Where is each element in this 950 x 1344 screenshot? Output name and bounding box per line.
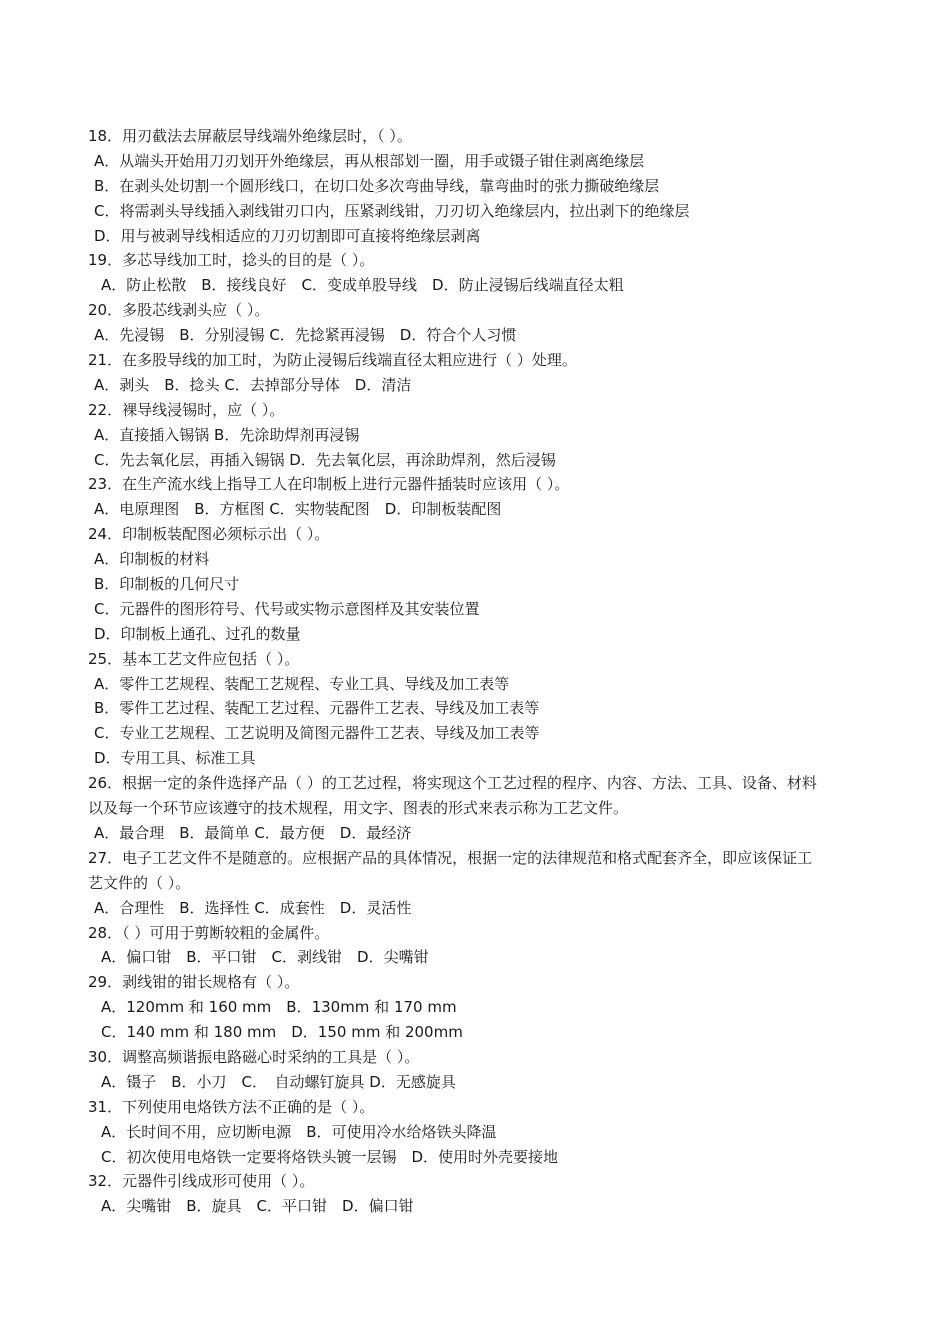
option-line: C．元器件的图形符号、代号或实物示意图样及其安装位置	[94, 599, 480, 618]
question-line: 24．印制板装配图必须标示出（ ）。	[88, 525, 330, 544]
question-line: 21．在多股导线的加工时，为防止浸锡后线端直径太粗应进行（ ）处理。	[88, 351, 577, 370]
question-line: 22．裸导线浸锡时，应（ ）。	[88, 400, 285, 419]
option-line: D．专用工具、标准工具	[94, 749, 256, 768]
option-line: A．防止松散 B．接线良好 C．变成单股导线 D．防止浸锡后线端直径太粗	[101, 276, 624, 295]
option-line: A．零件工艺规程、装配工艺规程、专业工具、导线及加工表等	[94, 674, 510, 693]
option-line: D．印制板上通孔、过孔的数量	[94, 624, 301, 643]
question-line: 27．电子工艺文件不是随意的。应根据产品的具体情况，根据一定的法律规范和格式配套齐全，即应该保证工	[88, 848, 813, 867]
question-line: 26．根据一定的条件选择产品（ ）的工艺过程，将实现这个工艺过程的程序、内容、方法、工具、设备、材料	[88, 774, 817, 793]
question-line: 19．多芯导线加工时，捻头的目的是（ ）。	[88, 251, 375, 270]
option-line: C．140 mm 和 180 mm D．150 mm 和 200mm	[101, 1023, 463, 1042]
option-line: A．印制板的材料	[94, 550, 210, 569]
option-line: A．尖嘴钳 B．旋具 C．平口钳 D．偏口钳	[101, 1197, 414, 1216]
question-line: 32．元器件引线成形可使用（ ）。	[88, 1172, 315, 1191]
question-line: 以及每一个环节应该遵守的技术规程，用文字、图表的形式来表示称为工艺文件。	[88, 799, 629, 818]
option-line: A．从端头开始用刀刃划开外绝缘层，再从根部划一圈，用手或镊子钳住剥离绝缘层	[94, 151, 645, 170]
option-line: C．将需剥头导线插入剥线钳刃口内，压紧剥线钳，刀刃切入绝缘层内，拉出剥下的绝缘层	[94, 201, 690, 220]
option-line: C．专业工艺规程、工艺说明及简图元器件工艺表、导线及加工表等	[94, 724, 540, 743]
option-line: A．剥头 B．捻头 C．去掉部分导体 D．清洁	[94, 375, 412, 394]
question-line: 29．剥线钳的钳长规格有（ ）。	[88, 973, 300, 992]
question-line: 30．调整高频谐振电路磁心时采纳的工具是（ ）。	[88, 1047, 420, 1066]
option-line: D．用与被剥导线相适应的刀刃切割即可直接将绝缘层剥离	[94, 226, 481, 245]
option-line: A．偏口钳 B．平口钳 C．剥线钳 D．尖嘴钳	[101, 948, 429, 967]
question-line: 25．基本工艺文件应包括（ ）。	[88, 649, 300, 668]
document-page	[0, 124, 950, 1219]
option-line: B．印制板的几何尺寸	[94, 575, 240, 594]
option-line: A．合理性 B．选择性 C．成套性 D．灵活性	[94, 898, 412, 917]
option-line: A．120mm 和 160 mm B．130mm 和 170 mm	[101, 998, 457, 1017]
question-line: 18．用刃截法去屏蔽层导线端外绝缘层时，（ ）。	[88, 127, 412, 145]
option-line: A．长时间不用，应切断电源 B．可使用冷水给烙铁头降温	[101, 1122, 497, 1141]
option-line: C．先去氧化层，再插入锡锅 D．先去氧化层，再涂助焊剂，然后浸锡	[94, 450, 556, 469]
option-line: A．最合理 B．最简单 C．最方便 D．最经济	[94, 823, 412, 842]
option-line: C．初次使用电烙铁一定要将烙铁头镀一层锡 D．使用时外壳要接地	[101, 1147, 559, 1166]
option-line: A．镊子 B．小刀 C． 自动螺钉旋具 D．无感旋具	[101, 1072, 456, 1091]
question-line: 31．下列使用电烙铁方法不正确的是（ ）。	[88, 1097, 375, 1116]
question-line: 20．多股芯线剥头应（ ）。	[88, 301, 270, 320]
option-line: B．零件工艺过程、装配工艺过程、元器件工艺表、导线及加工表等	[94, 699, 540, 718]
option-line: A．先浸锡 B．分别浸锡 C．先捻紧再浸锡 D．符合个人习惯	[94, 326, 517, 345]
option-line: A．直接插入锡锅 B．先涂助焊剂再浸锡	[94, 425, 360, 444]
option-line: A．电原理图 B．方框图 C．实物装配图 D．印制板装配图	[94, 500, 502, 519]
question-line: 28．（ ）可用于剪断较粗的金属件。	[88, 923, 330, 942]
option-line: B．在剥头处切割一个圆形线口，在切口处多次弯曲导线，靠弯曲时的张力撕破绝缘层	[94, 176, 660, 195]
question-line: 23．在生产流水线上指导工人在印制板上进行元器件插装时应该用（ ）。	[88, 475, 570, 494]
question-line: 艺文件的（ ）。	[88, 873, 191, 892]
